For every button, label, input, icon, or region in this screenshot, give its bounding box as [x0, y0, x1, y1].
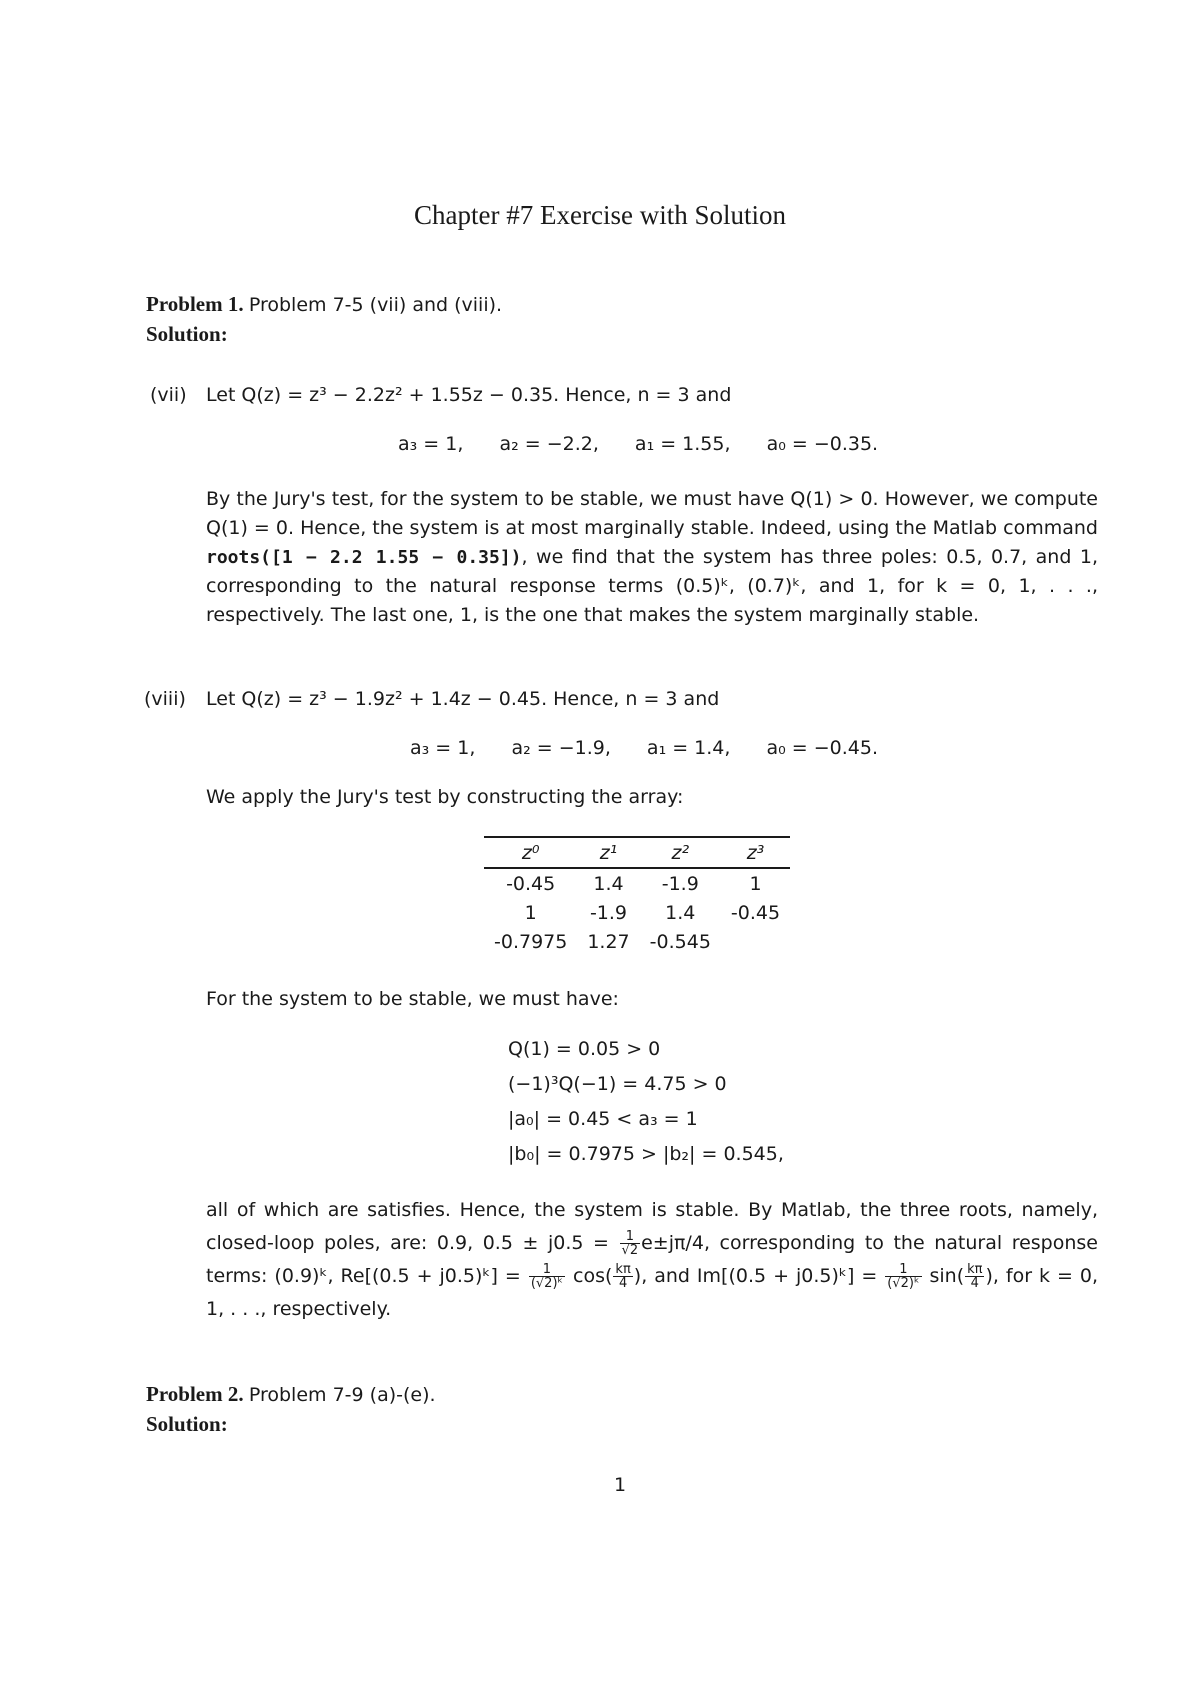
- problem-1-solution-label: Solution:: [146, 322, 228, 346]
- coef-a0: a₀ = −0.45.: [766, 737, 879, 759]
- coef-a3: a₃ = 1,: [410, 737, 476, 759]
- part-vii-intro: Let Q(z) = z³ − 2.2z² + 1.55z − 0.35. Hence, n = 3 and: [206, 384, 732, 406]
- table-cell: -0.45: [730, 901, 781, 924]
- table-row: [484, 898, 790, 927]
- stability-conditions: [508, 1038, 784, 1178]
- problem-2-label: Problem 2.: [146, 1382, 244, 1406]
- conclusion-d: ), and Im[(0.5 + j0.5)ᵏ] =: [633, 1265, 885, 1287]
- condition-a0: |a₀| = 0.45 < a₃ = 1: [508, 1108, 698, 1130]
- col-header: z²: [671, 841, 690, 864]
- frac-denominator: (√2)ᵏ: [530, 1276, 564, 1291]
- jury-array-table: [484, 836, 790, 956]
- part-viii-conclusion: [206, 1194, 1098, 1326]
- col-header: z⁰: [521, 841, 540, 864]
- fraction-kpi-over-4-b: [965, 1263, 984, 1290]
- fraction-one-over-sqrt2k-b: [885, 1263, 921, 1290]
- coef-a1: a₁ = 1.4,: [646, 737, 731, 759]
- page-title: Chapter #7 Exercise with Solution: [414, 200, 786, 230]
- jury-header-row: [484, 837, 790, 868]
- table-cell: -1.9: [661, 872, 699, 895]
- array-intro: We apply the Jury's test by constructing the array:: [206, 786, 684, 808]
- table-cell: 1.4: [665, 901, 696, 924]
- conclusion-f: ), for k = 0, 1, . . ., respectively.: [206, 1265, 1099, 1320]
- table-cell: 1.27: [587, 930, 630, 953]
- problem-1-label: Problem 1.: [146, 292, 244, 316]
- conclusion-e: sin(: [922, 1265, 965, 1287]
- part-vii-coefficients: [398, 433, 908, 455]
- problem-2-heading-line: [146, 1382, 436, 1407]
- frac-denominator: √2: [621, 1243, 639, 1258]
- table-cell: 1: [524, 901, 537, 924]
- coef-a2: a₂ = −1.9,: [511, 737, 611, 759]
- problem-2-solution-label: Solution:: [146, 1412, 228, 1436]
- frac-numerator: kπ: [615, 1262, 631, 1277]
- table-cell: -1.9: [589, 901, 628, 924]
- coef-a0: a₀ = −0.35.: [766, 433, 879, 455]
- table-cell: 1.4: [593, 872, 624, 895]
- frac-numerator: kπ: [967, 1262, 983, 1277]
- fraction-one-over-sqrt2k: [529, 1263, 565, 1290]
- page-number: 1: [613, 1474, 627, 1496]
- part-vii-paragraph: [206, 485, 1098, 630]
- condition-b0: |b₀| = 0.7975 > |b₂| = 0.545,: [508, 1143, 784, 1165]
- part-vii-para-2: , we find that the system has three poles: 0.5, 0.7, and 1, corresponding to the natural response terms (0.5)ᵏ, (0.7)ᵏ, and 1, for k = 0, 1, . . ., respectively. The last one, 1, is the one that makes the system marginally stable.: [206, 546, 1098, 626]
- frac-denominator: 4: [618, 1276, 628, 1291]
- part-viii-coefficients: [410, 737, 908, 759]
- coef-a2: a₂ = −2.2,: [499, 433, 599, 455]
- fraction-kpi-over-4: [613, 1263, 632, 1290]
- conclusion-c: cos(: [566, 1265, 613, 1287]
- coef-a1: a₁ = 1.55,: [634, 433, 731, 455]
- part-vii-label: (vii): [150, 384, 187, 406]
- condition-q-minus1: (−1)³Q(−1) = 4.75 > 0: [508, 1073, 727, 1095]
- table-row: [484, 868, 790, 898]
- part-viii-label: (viii): [144, 688, 186, 710]
- coef-a3: a₃ = 1,: [398, 433, 464, 455]
- col-header: z³: [746, 841, 765, 864]
- stable-intro: For the system to be stable, we must have:: [206, 988, 619, 1010]
- fraction-one-over-sqrt2: [620, 1230, 641, 1257]
- exp-term: e±jπ/4: [641, 1232, 704, 1254]
- table-cell: -0.545: [649, 930, 711, 953]
- col-header: z¹: [599, 841, 618, 864]
- frac-numerator: 1: [620, 1230, 641, 1244]
- matlab-command: roots([1 − 2.2 1.55 − 0.35]): [206, 547, 522, 568]
- part-viii-intro: Let Q(z) = z³ − 1.9z² + 1.4z − 0.45. Hence, n = 3 and: [206, 688, 720, 710]
- problem-2-text: Problem 7-9 (a)-(e).: [248, 1384, 436, 1406]
- frac-numerator: 1: [885, 1263, 921, 1277]
- table-cell: -0.45: [506, 872, 556, 895]
- frac-denominator: (√2)ᵏ: [887, 1276, 920, 1291]
- conclusion-a: all of which are satisfies. Hence, the system is stable. By Matlab, the three roots, namely, closed-loop poles, are: 0.9, 0.5 ± j0.5 =: [206, 1199, 1098, 1254]
- frac-numerator: 1: [529, 1263, 565, 1277]
- table-row: [484, 927, 790, 956]
- table-cell: 1: [749, 872, 762, 895]
- condition-q1: Q(1) = 0.05 > 0: [508, 1038, 661, 1060]
- frac-denominator: 4: [970, 1276, 979, 1291]
- problem-1-heading-line: [146, 292, 502, 317]
- conclusion-b: , corresponding to the natural response terms: (0.9)ᵏ, Re[(0.5 + j0.5)ᵏ] =: [206, 1232, 1098, 1287]
- table-cell: -0.7975: [494, 930, 568, 953]
- problem-1-text: Problem 7-5 (vii) and (viii).: [248, 294, 503, 316]
- part-vii-para-1: By the Jury's test, for the system to be stable, we must have Q(1) > 0. However, we compute Q(1) = 0. Hence, the system is at most marginally stable. Indeed, using the Matlab command: [206, 488, 1098, 539]
- table-cell: [721, 927, 790, 956]
